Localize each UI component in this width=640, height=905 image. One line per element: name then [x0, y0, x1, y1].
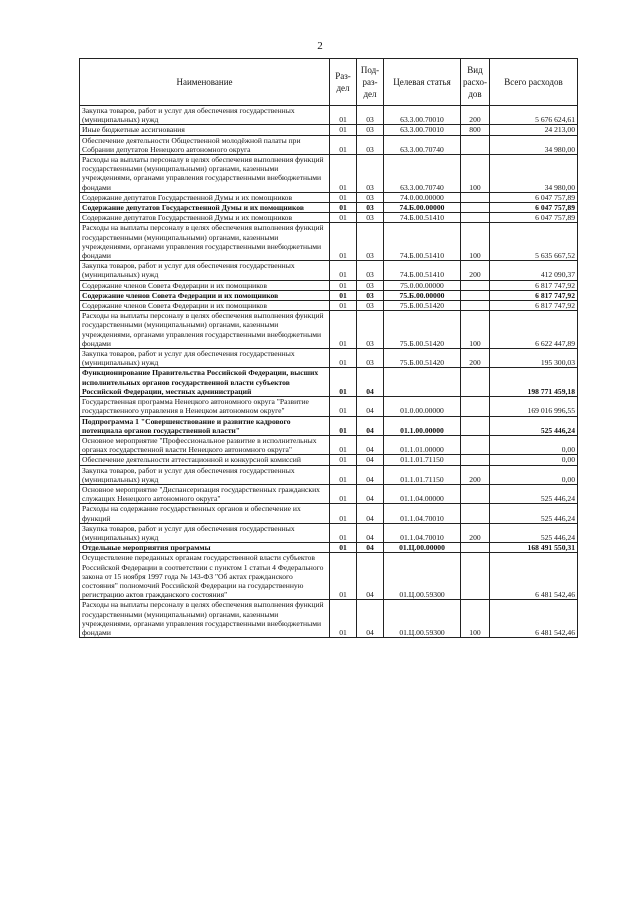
row-expense-type: [461, 368, 490, 397]
table-row: [80, 455, 578, 465]
row-name: Осуществление переданных органам государственной власти субъектов Российской Федерации в соответствии с пунктом 1 статьи 4 Федерального закона от 15 ноября 1997 года № 143-ФЗ "Об актах гражданского состояния" полномочий Российской Федерации на государственную регистрацию актов гражданского состояния": [80, 553, 330, 600]
row-expense-type: [461, 455, 490, 465]
table-row: [80, 484, 578, 503]
row-expense-type: 100: [461, 155, 490, 193]
row-total: 6 481 542,46: [490, 553, 578, 600]
row-total: 0,00: [490, 455, 578, 465]
table-row: [80, 223, 578, 261]
row-name: Расходы на выплаты персоналу в целях обеспечения выполнения функций государственными (муниципальными) органами, казенными учреждениями, органами управления государственными внебюджетными фондами: [80, 311, 330, 349]
row-section: 01: [330, 523, 357, 542]
row-name: Содержание депутатов Государственной Думы и их помощников: [80, 203, 330, 213]
table-row: [80, 311, 578, 349]
row-target: 01.Ц.00.59300: [384, 553, 461, 600]
row-section: 01: [330, 213, 357, 223]
row-section: 01: [330, 465, 357, 484]
row-expense-type: [461, 192, 490, 202]
table-row: [80, 368, 578, 397]
row-section: 01: [330, 261, 357, 280]
row-section: 01: [330, 192, 357, 202]
row-section: 01: [330, 368, 357, 397]
table-header-row: [80, 59, 578, 106]
table-row: [80, 135, 578, 154]
row-total: 34 980,00: [490, 135, 578, 154]
row-total: 34 980,00: [490, 155, 578, 193]
row-name: Расходы на содержание государственных органов и обеспечение их функций: [80, 504, 330, 523]
row-target: 63.3.00.70740: [384, 135, 461, 154]
row-expense-type: 100: [461, 311, 490, 349]
row-target: 63.3.00.70740: [384, 155, 461, 193]
row-total: 525 446,24: [490, 504, 578, 523]
row-subsection: 04: [357, 416, 384, 435]
table-row: [80, 280, 578, 290]
row-subsection: 04: [357, 543, 384, 553]
row-total: 6 047 757,89: [490, 192, 578, 202]
row-subsection: 03: [357, 192, 384, 202]
row-target: 75.Б.00.51420: [384, 349, 461, 368]
table-row: [80, 125, 578, 135]
header-expense-type: Вид расхо-дов: [461, 59, 490, 106]
row-section: 01: [330, 416, 357, 435]
row-target: 01.1.04.00000: [384, 484, 461, 503]
row-section: 01: [330, 223, 357, 261]
table-row: [80, 435, 578, 454]
row-total: 198 771 459,18: [490, 368, 578, 397]
row-name: Расходы на выплаты персоналу в целях обеспечения выполнения функций государственными (муниципальными) органами, казенными учреждениями, органами управления государственными внебюджетными фондами: [80, 155, 330, 193]
row-name: Содержание депутатов Государственной Думы и их помощников: [80, 192, 330, 202]
row-subsection: 04: [357, 368, 384, 397]
row-section: 01: [330, 435, 357, 454]
row-target: 01.1.01.71150: [384, 455, 461, 465]
row-total: 0,00: [490, 465, 578, 484]
row-name: Закупка товаров, работ и услуг для обеспечения государственных (муниципальных) нужд: [80, 349, 330, 368]
row-name: Функционирование Правительства Российской Федерации, высших исполнительных органов государственной власти субъектов Российской Федерации, местных администраций: [80, 368, 330, 397]
header-subsection: Под-раз-дел: [357, 59, 384, 106]
row-total: 0,00: [490, 435, 578, 454]
row-section: 01: [330, 504, 357, 523]
header-section: Раз-дел: [330, 59, 357, 106]
row-name: Основное мероприятие "Профессиональное развитие в исполнительных органах государственной власти Ненецкого автономного округа": [80, 435, 330, 454]
row-section: 01: [330, 135, 357, 154]
row-expense-type: [461, 301, 490, 311]
row-subsection: 03: [357, 261, 384, 280]
table-row: [80, 203, 578, 213]
row-section: 01: [330, 553, 357, 600]
row-name: Закупка товаров, работ и услуг для обеспечения государственных (муниципальных) нужд: [80, 523, 330, 542]
table-row: [80, 465, 578, 484]
row-total: 6 047 757,89: [490, 203, 578, 213]
row-subsection: 03: [357, 203, 384, 213]
row-name: Содержание членов Совета Федерации и их помощников: [80, 290, 330, 300]
row-expense-type: 200: [461, 523, 490, 542]
row-target: 74.0.00.00000: [384, 192, 461, 202]
row-total: 6 817 747,92: [490, 301, 578, 311]
header-name: Наименование: [80, 59, 330, 106]
row-section: 01: [330, 455, 357, 465]
row-expense-type: 100: [461, 600, 490, 638]
table-row: [80, 416, 578, 435]
table-body: [80, 106, 578, 638]
row-subsection: 04: [357, 397, 384, 416]
row-section: 01: [330, 125, 357, 135]
row-target: 74.Б.00.51410: [384, 261, 461, 280]
row-total: 525 446,24: [490, 484, 578, 503]
row-target: 01.1.01.71150: [384, 465, 461, 484]
row-name: Содержание депутатов Государственной Думы и их помощников: [80, 213, 330, 223]
header-total: Всего расходов: [490, 59, 578, 106]
row-section: 01: [330, 280, 357, 290]
row-subsection: 03: [357, 280, 384, 290]
row-name: Основное мероприятие "Диспансеризация государственных гражданских служащих Ненецкого автономного округа": [80, 484, 330, 503]
row-total: 24 213,00: [490, 125, 578, 135]
row-section: 01: [330, 543, 357, 553]
row-name: Подпрограмма 1 "Совершенствование и развитие кадрового потенциала органов государственной власти": [80, 416, 330, 435]
row-section: 01: [330, 301, 357, 311]
table-row: [80, 504, 578, 523]
row-section: 01: [330, 203, 357, 213]
row-target: 01.Ц.00.59300: [384, 600, 461, 638]
row-total: 412 090,37: [490, 261, 578, 280]
row-expense-type: [461, 435, 490, 454]
row-total: 6 817 747,92: [490, 290, 578, 300]
row-expense-type: 200: [461, 349, 490, 368]
row-total: 525 446,24: [490, 523, 578, 542]
row-target: 75.Б.00.51420: [384, 311, 461, 349]
table-row: [80, 553, 578, 600]
row-section: 01: [330, 484, 357, 503]
header-target: Целевая статья: [384, 59, 461, 106]
row-target: 01.1.04.70010: [384, 523, 461, 542]
row-target: 74.Б.00.51410: [384, 213, 461, 223]
row-subsection: 03: [357, 223, 384, 261]
row-expense-type: [461, 553, 490, 600]
row-target: 63.3.00.70010: [384, 106, 461, 125]
page-number: 2: [317, 40, 323, 52]
row-subsection: 03: [357, 155, 384, 193]
row-target: 74.Б.00.00000: [384, 203, 461, 213]
row-expense-type: [461, 416, 490, 435]
row-total: 525 446,24: [490, 416, 578, 435]
row-section: 01: [330, 311, 357, 349]
row-target: 63.3.00.70010: [384, 125, 461, 135]
row-name: Иные бюджетные ассигнования: [80, 125, 330, 135]
row-name: Обеспечение деятельности Общественной молодёжной палаты при Собрании депутатов Ненецкого автономного округа: [80, 135, 330, 154]
budget-table: [79, 58, 578, 638]
row-name: Обеспечение деятельности аттестационной и конкурсной комиссий: [80, 455, 330, 465]
row-total: 168 491 550,31: [490, 543, 578, 553]
row-total: 5 676 624,61: [490, 106, 578, 125]
row-expense-type: 800: [461, 125, 490, 135]
table-row: [80, 543, 578, 553]
row-expense-type: [461, 135, 490, 154]
table-row: [80, 290, 578, 300]
row-name: Расходы на выплаты персоналу в целях обеспечения выполнения функций государственными (муниципальными) органами, казенными учреждениями, органами управления государственными внебюджетными фондами: [80, 223, 330, 261]
row-expense-type: [461, 203, 490, 213]
row-subsection: 03: [357, 349, 384, 368]
table-row: [80, 349, 578, 368]
row-expense-type: 100: [461, 223, 490, 261]
table-row: [80, 600, 578, 638]
row-target: 01.1.01.00000: [384, 435, 461, 454]
row-subsection: 04: [357, 523, 384, 542]
row-subsection: 04: [357, 455, 384, 465]
row-name: Закупка товаров, работ и услуг для обеспечения государственных (муниципальных) нужд: [80, 465, 330, 484]
row-target: [384, 368, 461, 397]
row-subsection: 03: [357, 125, 384, 135]
row-subsection: 03: [357, 301, 384, 311]
row-expense-type: [461, 290, 490, 300]
table-row: [80, 523, 578, 542]
row-total: 5 635 667,52: [490, 223, 578, 261]
row-target: 01.0.00.00000: [384, 397, 461, 416]
table-row: [80, 192, 578, 202]
row-section: 01: [330, 155, 357, 193]
row-target: 01.1.00.00000: [384, 416, 461, 435]
row-section: 01: [330, 397, 357, 416]
row-total: 6 481 542,46: [490, 600, 578, 638]
row-expense-type: [461, 213, 490, 223]
row-subsection: 03: [357, 106, 384, 125]
table-row: [80, 261, 578, 280]
row-expense-type: [461, 484, 490, 503]
row-target: 01.1.04.70010: [384, 504, 461, 523]
row-expense-type: 200: [461, 465, 490, 484]
row-total: 6 817 747,92: [490, 280, 578, 290]
row-expense-type: [461, 397, 490, 416]
row-section: 01: [330, 600, 357, 638]
row-name: Содержание членов Совета Федерации и их помощников: [80, 301, 330, 311]
row-target: 75.0.00.00000: [384, 280, 461, 290]
row-subsection: 04: [357, 484, 384, 503]
row-total: 6 047 757,89: [490, 213, 578, 223]
row-name: Закупка товаров, работ и услуг для обеспечения государственных (муниципальных) нужд: [80, 261, 330, 280]
table-row: [80, 106, 578, 125]
row-subsection: 04: [357, 504, 384, 523]
row-subsection: 03: [357, 311, 384, 349]
row-target: 75.Б.00.51420: [384, 301, 461, 311]
table-row: [80, 213, 578, 223]
row-target: 01.Ц.00.00000: [384, 543, 461, 553]
row-subsection: 04: [357, 465, 384, 484]
row-expense-type: [461, 504, 490, 523]
row-target: 75.Б.00.00000: [384, 290, 461, 300]
row-subsection: 03: [357, 135, 384, 154]
row-expense-type: 200: [461, 261, 490, 280]
row-target: 74.Б.00.51410: [384, 223, 461, 261]
row-subsection: 03: [357, 213, 384, 223]
row-name: Отдельные мероприятия программы: [80, 543, 330, 553]
table-row: [80, 155, 578, 193]
row-expense-type: 200: [461, 106, 490, 125]
row-subsection: 04: [357, 435, 384, 454]
row-subsection: 04: [357, 600, 384, 638]
row-total: 6 622 447,89: [490, 311, 578, 349]
row-expense-type: [461, 543, 490, 553]
row-expense-type: [461, 280, 490, 290]
table-row: [80, 397, 578, 416]
row-name: Закупка товаров, работ и услуг для обеспечения государственных (муниципальных) нужд: [80, 106, 330, 125]
row-total: 169 016 996,55: [490, 397, 578, 416]
row-section: 01: [330, 349, 357, 368]
row-name: Государственная программа Ненецкого автономного округа "Развитие государственного управления в Ненецком автономном округе": [80, 397, 330, 416]
row-section: 01: [330, 290, 357, 300]
row-name: Расходы на выплаты персоналу в целях обеспечения выполнения функций государственными (муниципальными) органами, казенными учреждениями, органами управления государственными внебюджетными фондами: [80, 600, 330, 638]
row-section: 01: [330, 106, 357, 125]
row-subsection: 03: [357, 290, 384, 300]
row-subsection: 04: [357, 553, 384, 600]
row-total: 195 300,03: [490, 349, 578, 368]
table-row: [80, 301, 578, 311]
row-name: Содержание членов Совета Федерации и их помощников: [80, 280, 330, 290]
